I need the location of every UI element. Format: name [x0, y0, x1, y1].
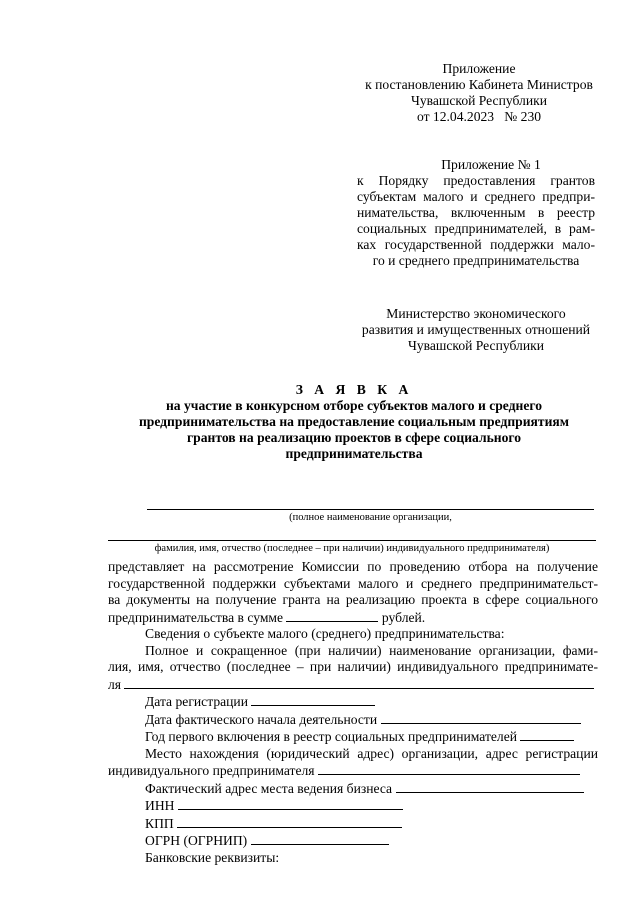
sum-field[interactable] [286, 609, 378, 622]
location-field[interactable] [318, 762, 580, 775]
appendix-1-header [357, 157, 595, 269]
bank-details-label: Банковские реквизиты: [145, 849, 280, 865]
full-name-line: Полное и сокращенное (при наличии) наименование организации, фами- [145, 642, 598, 658]
appendix-1-line: субъектам малого и среднего предпри- [357, 189, 595, 204]
title-line: грантов на реализацию проектов в сфере социального [186, 430, 522, 445]
recipient-line: Чувашской Республики [408, 338, 544, 353]
registry-year-field[interactable] [520, 728, 574, 741]
kpp-label: КПП [145, 815, 174, 831]
intro-line: государственной поддержки субъектами малого и среднего предпринимательст- [108, 575, 598, 591]
reg-date-line [108, 693, 598, 711]
appendix-main-header [360, 61, 598, 125]
org-name-caption: (полное наименование организации, [289, 512, 452, 523]
registry-year-label: Год первого включения в реестр социальных предпринимателей [145, 729, 518, 744]
appendix-1-line: нимательства, включенным в реестр [357, 205, 595, 220]
ogrn-label: ОГРН (ОГРНИП) [145, 833, 248, 848]
registry-year-line [108, 728, 598, 746]
activity-start-line [108, 711, 598, 729]
sum-line [108, 609, 598, 627]
form-body [108, 559, 598, 866]
appendix-1-line: ках государственной поддержки мало- [357, 237, 595, 252]
sum-suffix: рублей. [381, 609, 426, 625]
org-name-field-line[interactable] [147, 509, 594, 510]
kpp-field[interactable] [177, 815, 402, 828]
appendix-main-line: Приложение [442, 61, 516, 76]
appendix-1-line: к Порядку предоставления грантов [357, 173, 595, 188]
full-name-last-line [108, 676, 598, 694]
inn-label: ИНН [145, 798, 175, 813]
actual-address-field[interactable] [396, 780, 584, 793]
location-line: Место нахождения (юридический адрес) организации, адрес регистрации [145, 745, 598, 761]
location-label: индивидуального предпринимателя [108, 763, 315, 778]
location-line-2 [108, 762, 598, 780]
recipient-line: развития и имущественных отношений [361, 322, 591, 337]
full-name-line: лия, имя, отчество (последнее – при наличии) индивидуального предпринимате- [108, 659, 598, 674]
intro-line: представляет на рассмотрение Комиссии по проведению отбора на получение [108, 559, 598, 574]
appendix-1-title: Приложение № 1 [441, 157, 541, 172]
intro-line: ва документы на получение гранта на реализацию проекта в сфере социального [108, 592, 598, 607]
appendix-main-line: к постановлению Кабинета Министров [365, 77, 593, 92]
actual-address-label: Фактический адрес места ведения бизнеса [145, 780, 393, 796]
activity-start-field[interactable] [381, 711, 581, 724]
appendix-1-line: социальных предпринимателей, в рам- [357, 221, 595, 236]
appendix-1-line: го и среднего предпринимательства [372, 253, 580, 268]
document-title [108, 382, 600, 462]
recipient-line: Министерство экономического [386, 306, 566, 321]
reg-date-field[interactable] [251, 693, 375, 706]
kpp-line [108, 815, 598, 833]
appendix-main-line: Чувашской Республики [411, 93, 547, 108]
inn-field[interactable] [178, 797, 403, 810]
ogrn-line [108, 832, 598, 850]
title-line: на участие в конкурсном отборе субъектов малого и среднего [165, 398, 543, 413]
person-name-caption: фамилия, имя, отчество (последнее – при наличии) индивидуального предпринимателя) [154, 543, 550, 554]
full-name-field[interactable] [124, 676, 594, 689]
reg-date-label: Дата регистрации [145, 694, 248, 709]
actual-address-line [108, 780, 598, 798]
recipient-block [355, 306, 597, 354]
title-word: З А Я В К А [295, 382, 413, 397]
title-line: предпринимательства [285, 446, 423, 461]
appendix-main-line: от 12.04.2023 № 230 [416, 109, 542, 124]
person-name-field-line[interactable] [108, 540, 596, 541]
ogrn-field[interactable] [251, 832, 389, 845]
inn-line [108, 797, 598, 815]
info-heading: Сведения о субъекте малого (среднего) предпринимательства: [145, 626, 505, 641]
activity-start-label: Дата фактического начала деятельности [145, 711, 378, 727]
title-line: предпринимательства на предоставление социальным предприятиям [138, 414, 570, 429]
full-name-last: ля [108, 676, 122, 692]
sum-prefix: предпринимательства в сумме [108, 609, 284, 625]
